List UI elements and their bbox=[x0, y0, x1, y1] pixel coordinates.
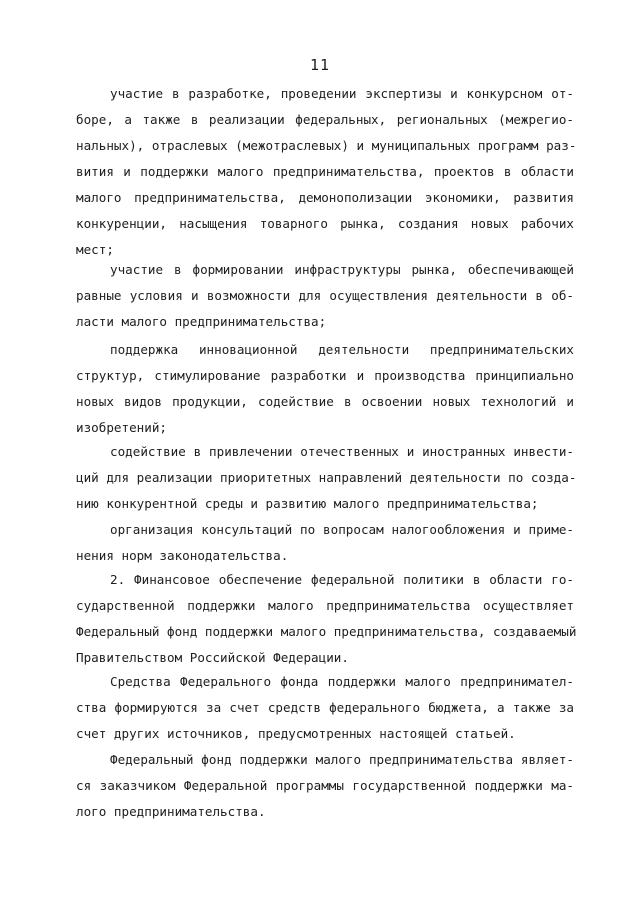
text-line: новых видов продукции, содействие в освоении новых технологий и bbox=[76, 394, 574, 409]
text-line: Правительством Российской Федерации. bbox=[76, 650, 349, 665]
text-line: боре, а также в реализации федеральных, региональных (межрегио- bbox=[76, 112, 574, 127]
text-line: изобретений; bbox=[76, 420, 167, 435]
text-line: мест; bbox=[76, 242, 114, 257]
text-line: содействие в привлечении отечественных и иностранных инвести- bbox=[110, 444, 574, 459]
text-line: организация консультаций по вопросам налогообложения и приме- bbox=[110, 522, 574, 537]
text-line: лого предпринимательства. bbox=[76, 804, 266, 819]
text-line: Федеральный фонд поддержки малого предпринимательства, создаваемый bbox=[76, 624, 577, 639]
text-line: участие в разработке, проведении экспертизы и конкурсном от- bbox=[110, 86, 574, 101]
text-line: 2. Финансовое обеспечение федеральной политики в области го- bbox=[110, 572, 574, 587]
text-line: структур, стимулирование разработки и производства принципиально bbox=[76, 368, 574, 383]
text-line: счет других источников, предусмотренных настоящей статьей. bbox=[76, 726, 516, 741]
text-line: Средства Федерального фонда поддержки малого предпринимател- bbox=[110, 674, 574, 689]
text-line: участие в формировании инфраструктуры рынка, обеспечивающей bbox=[110, 262, 574, 277]
text-line: ласти малого предпринимательства; bbox=[76, 314, 327, 329]
text-line: поддержка инновационной деятельности предпринимательских bbox=[110, 342, 574, 357]
text-line: ся заказчиком Федеральной программы государственной поддержки ма- bbox=[76, 778, 574, 793]
text-line: нию конкурентной среды и развитию малого предпринимательства; bbox=[76, 496, 539, 511]
text-line: Федеральный фонд поддержки малого предпринимательства являет- bbox=[110, 752, 574, 767]
text-line: равные условия и возможности для осуществления деятельности в об- bbox=[76, 288, 574, 303]
text-line: нальных), отраслевых (межотраслевых) и муниципальных программ раз- bbox=[76, 138, 577, 153]
text-line: вития и поддержки малого предпринимательства, проектов в области bbox=[76, 164, 574, 179]
page-number: 11 bbox=[309, 56, 331, 74]
text-line: сударственной поддержки малого предпринимательства осуществляет bbox=[76, 598, 574, 613]
text-line: конкуренции, насыщения товарного рынка, создания новых рабочих bbox=[76, 216, 574, 231]
text-line: ства формируются за счет средств федерального бюджета, а также за bbox=[76, 700, 574, 715]
text-line: малого предпринимательства, демонополизации экономики, развития bbox=[76, 190, 574, 205]
text-line: нения норм законодательства. bbox=[76, 548, 289, 563]
text-line: ций для реализации приоритетных направлений деятельности по созда- bbox=[76, 470, 577, 485]
